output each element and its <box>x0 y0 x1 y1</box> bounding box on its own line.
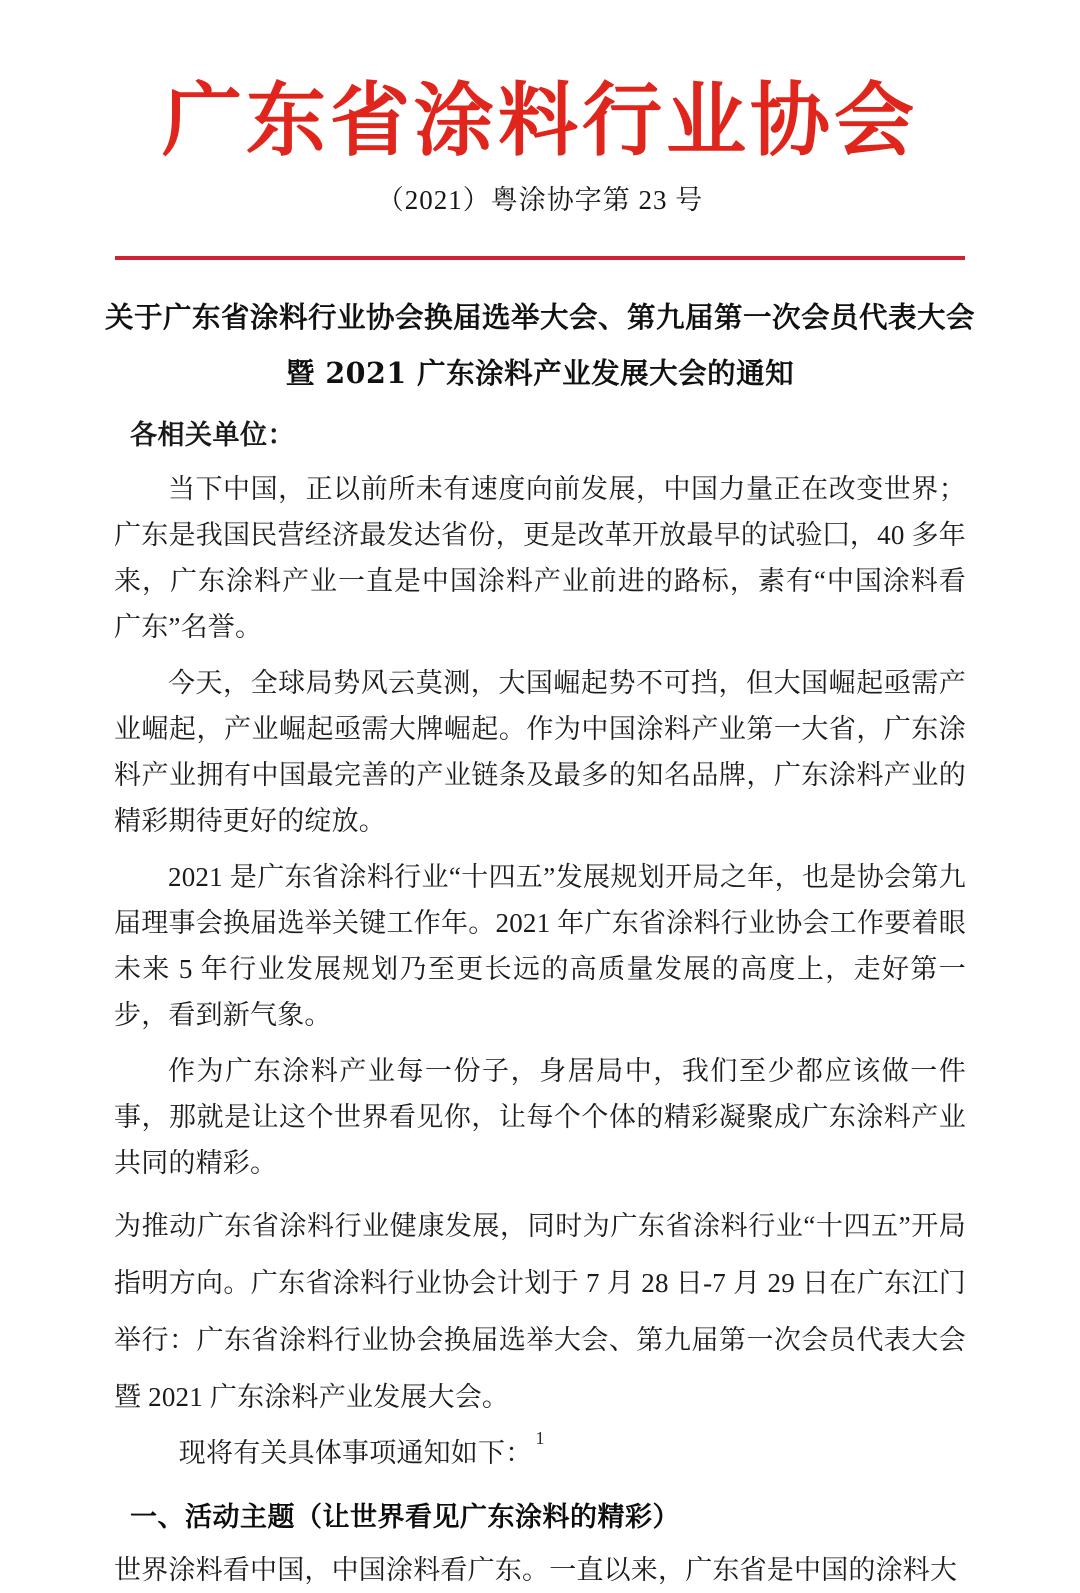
document-title-line-2: 暨 2021 广东涂料产业发展大会的通知 <box>285 355 795 390</box>
body-paragraph-closing: 现将有关具体事项通知如下： <box>178 1438 533 1469</box>
document-title <box>0 290 1080 401</box>
section-1-body-text: 世界涂料看中国，中国涂料看广东。一直以来，广东省是中国的涂料大 <box>114 1554 958 1585</box>
body-paragraph: 2021 是广东省涂料行业“十四五”发展规划开局之年，也是协会第九届理事会换届选举关键工作年。2021 年广东省涂料行业协会工作要着眼未来 5 年行业发展规划乃至更长远的高质量发展的高度上，走好第一步，看到新气象。 <box>114 862 966 1031</box>
document-number: （2021）粤涂协字第 23 号 <box>376 185 704 215</box>
document-body <box>0 416 1080 1593</box>
body-paragraph: 作为广东涂料产业每一份子，身居局中，我们至少都应该做一件事，那就是让这个世界看见你，让每个个体的精彩凝聚成广东涂料产业共同的精彩。 <box>114 1056 966 1179</box>
section-heading-activity-theme: 一、活动主题（让世界看见广东涂料的精彩） <box>130 1502 680 1534</box>
document-title-line-1: 关于广东省涂料行业协会换届选举大会、第九届第一次会员代表大会 <box>104 300 975 335</box>
body-paragraph: 今天，全球局势风云莫测，大国崛起势不可挡，但大国崛起亟需产业崛起，产业崛起亟需大牌崛起。作为中国涂料产业第一大省，广东涂料产业拥有中国最完善的产业链条及最多的知名品牌，广东涂料产业的精彩期待更好的绽放。 <box>114 668 966 837</box>
salutation: 各相关单位： <box>130 419 295 451</box>
page-number: 1 <box>535 1428 545 1448</box>
organization-title: 广东省涂料行业协会 <box>162 73 918 167</box>
red-divider-rule <box>115 256 965 260</box>
body-paragraph: 当下中国，正以前所未有速度向前发展，中国力量正在改变世界；广东是我国民营经济最发达省份，更是改革开放最早的试验囗，40 多年来，广东涂料产业一直是中国涂料产业前进的路标，素有“中国涂料看广东”名誉。 <box>114 474 966 643</box>
letterhead <box>0 0 1080 260</box>
body-paragraph-event-details: 为推动广东省涂料行业健康发展，同时为广东省涂料行业“十四五”开局指明方向。广东省涂料行业协会计划于 7 月 28 日-7 月 29 日在广东江门举行：广东省涂料行业协会换届选举大会、第九届第一次会员代表大会暨 2021 广东涂料产业发展大会。 <box>114 1211 966 1413</box>
